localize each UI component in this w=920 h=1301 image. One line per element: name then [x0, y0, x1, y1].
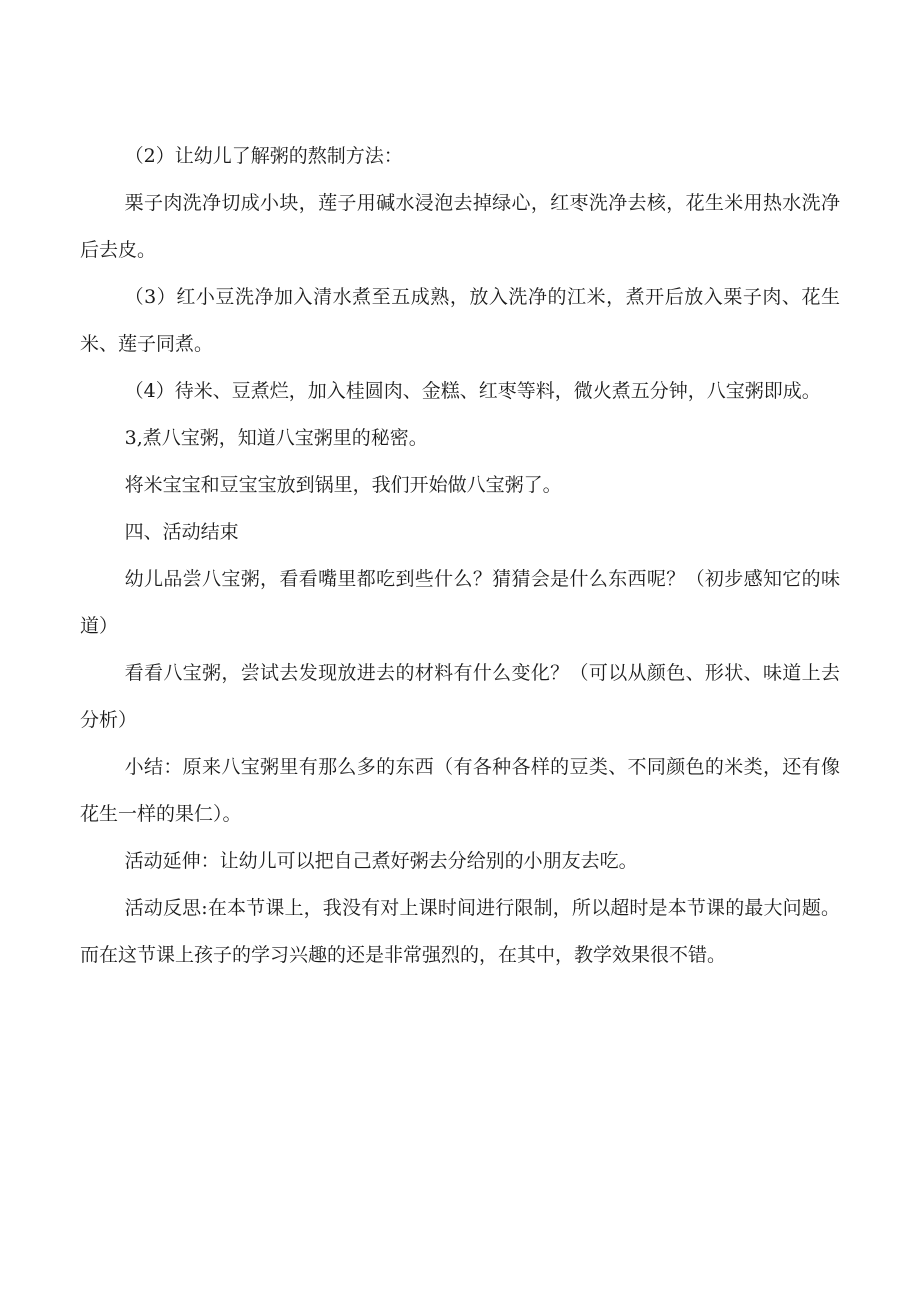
- paragraph-summary: 小结：原来八宝粥里有那么多的东西（有各种各样的豆类、不同颜色的米类，还有像花生一样的果仁）。: [80, 756, 840, 825]
- paragraph-step-2-heading: （2）让幼儿了解粥的熬制方法：: [124, 145, 403, 167]
- paragraph-cook-congee: 3,煮八宝粥，知道八宝粥里的秘密。: [124, 427, 428, 449]
- section-heading-activity-end: 四、活动结束: [124, 521, 239, 543]
- paragraph-reflection: 活动反思:在本节课上，我没有对上课时间进行限制，所以超时是本节课的最大问题。而在这节课上孩子的学习兴趣的还是非常强烈的，在其中，教学效果很不错。: [80, 897, 840, 966]
- paragraph-extension: 活动延伸：让幼儿可以把自己煮好粥去分给别的小朋友去吃。: [124, 850, 638, 872]
- paragraph-step-3: （3）红小豆洗净加入清水煮至五成熟，放入洗净的江米，煮开后放入栗子肉、花生米、莲子同煮。: [80, 286, 840, 355]
- paragraph-step-4: （4）待米、豆煮烂，加入桂圆肉、金糕、红枣等料，微火煮五分钟，八宝粥即成。: [124, 380, 821, 402]
- document-body: [80, 133, 840, 979]
- paragraph-put-in-pot: 将米宝宝和豆宝宝放到锅里，我们开始做八宝粥了。: [124, 474, 562, 496]
- paragraph-taste: 幼儿品尝八宝粥，看看嘴里都吃到些什么？猜猜会是什么东西呢？（初步感知它的味道）: [80, 568, 840, 637]
- paragraph-observe-changes: 看看八宝粥，尝试去发现放进去的材料有什么变化？（可以从颜色、形状、味道上去分析）: [80, 662, 840, 731]
- paragraph-prep-ingredients: 栗子肉洗净切成小块，莲子用碱水浸泡去掉绿心，红枣洗净去核，花生米用热水洗净后去皮。: [80, 192, 840, 261]
